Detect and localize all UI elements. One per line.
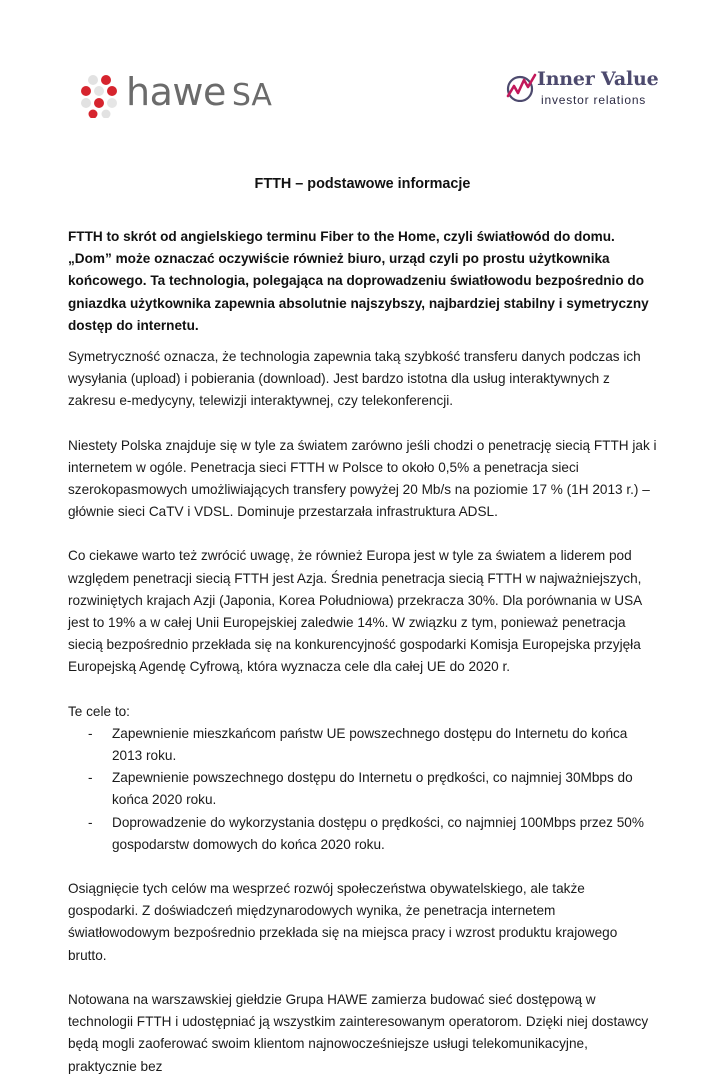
paragraph-spacer xyxy=(68,679,658,701)
inner-value-title: Inner Value xyxy=(537,68,659,90)
paragraph-poland: Niestety Polska znajduje się w tyle za światem zarówno jeśli chodzi o penetrację siecią FTTH jak i internetem w ogóle. Penetracja sieci FTTH w Polsce to około 0,5% a penetracja sieci szerokopasmowych umożliwiających transfery powyżej 20 Mb/s na poziomie 17 % (1H 2013 r.) – głównie sieci CaTV i VDSL. Dominuje przestarzała infrastruktura ADSL. xyxy=(68,437,657,520)
inner-value-subtitle: investor relations xyxy=(541,93,647,107)
goals-intro: Te cele to: xyxy=(68,703,130,719)
hawe-sa-logo xyxy=(78,70,288,118)
hawe-dots-icon xyxy=(78,74,124,118)
paragraph-spacer xyxy=(68,413,658,435)
goal-item xyxy=(68,812,658,856)
goal-item xyxy=(68,767,658,811)
goal-text: Zapewnienie powszechnego dostępu do Internetu o prędkości, co najmniej 30Mbps do końca 2020 roku. xyxy=(112,770,633,808)
goal-item xyxy=(68,723,658,767)
inner-value-logo xyxy=(505,68,665,114)
hawe-wordmark xyxy=(126,70,272,114)
paragraph-spacer xyxy=(68,967,658,989)
paragraph-symmetry: Symetryczność oznacza, że technologia zapewnia taką szybkość transferu danych podczas ich wysyłania (upload) i pobierania (download). Jest bardzo istotna dla usług interaktywnych z zakresu e-medycyny, telewizji interaktywnej, czy telekonferencji. xyxy=(68,349,641,409)
paragraph-europe: Co ciekawe warto też zwrócić uwagę, że również Europa jest w tyle za światem a liderem pod względem penetracji siecią FTTH jest Azja. Średnia penetracja siecią FTTH w najważniejszych, rozwiniętych krajach Azji (Japonia, Korea Południowa) przekracza 30%. Dla porównania w USA jest to 19% a w całej Unii Europejskiej zaledwie 14%. W związku z tym, ponieważ penetracja siecią bezpośrednio przekłada się na konkurencyjność gospodarki Komisja Europejska przyjęła Europejską Agendę Cyfrową, która wyznacza cele dla całej UE do 2020 r. xyxy=(68,548,642,675)
list-dash: - xyxy=(88,814,93,830)
document-body xyxy=(68,226,658,1078)
paragraph-hawe-plans: Notowana na warszawskiej giełdzie Grupa HAWE zamierza budować sieć dostępową w technologii FTTH i udostępniać ją wszystkim zainteresowanym operatorom. Dzięki niej dostawcy będą mogli zaoferować swoim klientom najnowocześniejsze usługi telekomunikacyjne, praktycznie bez xyxy=(68,991,649,1074)
hawe-suffix: SA xyxy=(231,78,272,113)
list-dash: - xyxy=(88,770,93,786)
paragraph-spacer xyxy=(68,523,658,545)
inner-value-chart-icon xyxy=(505,72,537,102)
lead-paragraph: FTTH to skrót od angielskiego terminu Fiber to the Home, czyli światłowód do domu. „Dom” może oznaczać oczywiście również biuro, urząd czyli po prostu użytkownika końcowego. Ta technologia, polegająca na doprowadzeniu światłowodu bezpośrednio do gniazdka użytkownika zapewnia absolutnie najszybszy, najbardziej stabilny i symetryczny dostęp do internetu. xyxy=(68,229,649,333)
goals-list xyxy=(68,723,658,856)
goal-text: Zapewnienie mieszkańcom państw UE powszechnego dostępu do Internetu do końca 2013 roku. xyxy=(112,725,628,764)
hawe-name: hawe xyxy=(126,70,226,114)
paragraph-goals-impact: Osiągnięcie tych celów ma wesprzeć rozwój społeczeństwa obywatelskiego, ale także gospodarki. Z doświadczeń międzynarodowych wynika, że penetracja internetem światłowodowym bezpośrednio przekłada się na miejsca pracy i wzrost produktu krajowego brutto. xyxy=(68,881,618,963)
list-dash: - xyxy=(88,725,93,741)
paragraph-spacer xyxy=(68,856,658,878)
goal-text: Doprowadzenie do wykorzystania dostępu o prędkości, co najmniej 100Mbps przez 50% gospodarstw domowych do końca 2020 roku. xyxy=(112,814,644,852)
document-title: FTTH – podstawowe informacje xyxy=(254,176,471,192)
